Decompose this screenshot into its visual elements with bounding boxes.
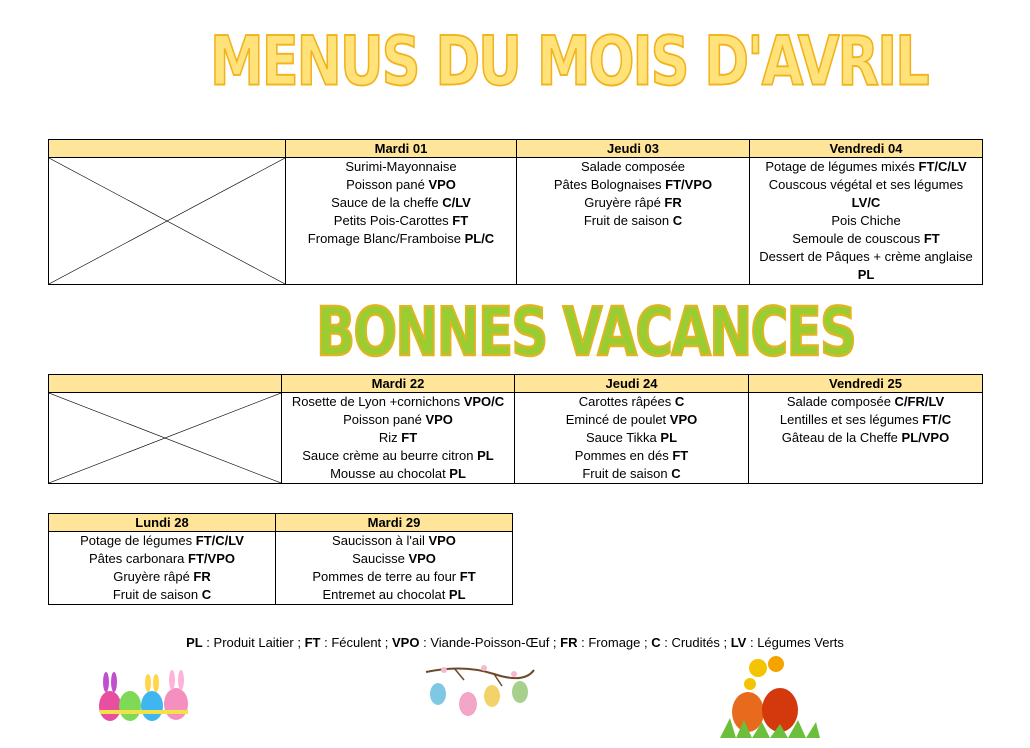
food-group-code: FT/C	[922, 412, 952, 427]
food-group-code: VPO	[428, 177, 456, 192]
menu-item	[286, 176, 516, 194]
food-group-code: FT	[401, 430, 418, 445]
menu-item	[515, 465, 748, 483]
menu-item	[749, 411, 982, 429]
food-group-code: FT	[923, 231, 940, 246]
legend-text: Légumes Verts	[757, 635, 844, 650]
easter-bunny-eggs-icon	[96, 668, 196, 726]
dish-name: Poisson pané	[343, 412, 426, 427]
dish-name: Riz	[378, 430, 402, 445]
menu-item	[517, 176, 749, 194]
day-menu-cell	[515, 393, 749, 484]
food-group-code: PL	[857, 267, 875, 282]
food-group-code: PL/VPO	[901, 430, 950, 445]
legend-separator: :	[660, 635, 672, 650]
day-header: Vendredi 25	[749, 375, 983, 393]
menu-item	[750, 194, 982, 212]
menu-item	[276, 532, 512, 550]
legend-text: Fromage ;	[588, 635, 652, 650]
easter-eggs-flowers-icon	[720, 654, 820, 738]
day-menu-cell	[282, 393, 515, 484]
menu-item	[49, 550, 275, 568]
dish-name: Fromage Blanc/Framboise	[307, 231, 465, 246]
menu-item	[286, 194, 516, 212]
dish-name: Sauce crème au beurre citron	[302, 448, 478, 463]
menu-item	[750, 158, 982, 176]
legend-separator: :	[577, 635, 589, 650]
legend-text: Féculent ;	[331, 635, 393, 650]
closed-day-cell	[49, 158, 286, 285]
food-group-code: LV/C	[851, 195, 881, 210]
menu-item	[282, 393, 514, 411]
dish-name: Potage de légumes mixés	[765, 159, 919, 174]
food-group-code: C	[201, 587, 212, 602]
menu-item	[515, 411, 748, 429]
food-group-code: C/FR/LV	[894, 394, 945, 409]
food-group-code: VPO	[408, 551, 436, 566]
legend-code: LV	[730, 635, 747, 650]
dish-name: Emincé de poulet	[565, 412, 670, 427]
dish-name: Fruit de saison	[582, 466, 672, 481]
legend-separator: :	[320, 635, 332, 650]
dish-name: Saucisse	[352, 551, 409, 566]
dish-name: Salade composée	[786, 394, 895, 409]
food-group-code: FT/C/LV	[195, 533, 244, 548]
dish-name: Pommes de terre au four	[312, 569, 460, 584]
menu-item	[282, 447, 514, 465]
day-menu-cell	[276, 532, 513, 605]
food-group-code: PL	[448, 587, 466, 602]
food-group-code: C	[671, 466, 681, 481]
day-header: Vendredi 04	[750, 140, 983, 158]
food-group-code: PL	[477, 448, 494, 463]
legend-text: Produit Laitier ;	[213, 635, 305, 650]
food-group-code: VPO	[428, 533, 456, 548]
legend-code: PL	[186, 635, 203, 650]
menu-item	[515, 393, 748, 411]
food-group-code: FT/VPO	[188, 551, 235, 566]
dish-name: Surimi-Mayonnaise	[345, 159, 457, 174]
dish-name: Gruyère râpé	[113, 569, 194, 584]
dish-name: Rosette de Lyon +cornichons	[291, 394, 464, 409]
menu-item	[282, 411, 514, 429]
legend-text: Crudités ;	[671, 635, 731, 650]
menu-item	[286, 212, 516, 230]
food-group-code: C/LV	[442, 195, 471, 210]
food-group-code: PL/C	[464, 231, 495, 246]
legend-code: FR	[560, 635, 578, 650]
dish-name: Dessert de Pâques + crème anglaise	[759, 249, 973, 264]
menu-table-week4	[48, 513, 513, 605]
menu-item	[282, 429, 514, 447]
page-title: MENUS DU MOIS D'AVRIL	[210, 22, 928, 101]
dish-name: Lentilles et ses légumes	[779, 412, 923, 427]
food-group-code: FR	[193, 569, 211, 584]
food-group-code: FT	[459, 569, 476, 584]
menu-item	[515, 429, 748, 447]
food-group-code: PL	[660, 430, 678, 445]
dish-name: Pommes en dés	[574, 448, 673, 463]
menu-item	[750, 230, 982, 248]
day-header: Mardi 29	[276, 514, 513, 532]
menu-item	[276, 550, 512, 568]
dish-name: Poisson pané	[346, 177, 429, 192]
dish-name: Fruit de saison	[112, 587, 202, 602]
day-header: Mardi 22	[282, 375, 515, 393]
day-header: Mardi 01	[286, 140, 517, 158]
egg-branch-icon	[424, 662, 536, 722]
legend-separator: :	[419, 635, 431, 650]
legend	[0, 635, 1030, 650]
menu-item	[750, 266, 982, 284]
menu-item	[49, 568, 275, 586]
menu-item	[515, 447, 748, 465]
menu-item	[749, 393, 982, 411]
menu-table-week3	[48, 374, 983, 484]
dish-name: Semoule de couscous	[792, 231, 924, 246]
menu-item	[517, 194, 749, 212]
food-group-code: FR	[664, 195, 682, 210]
menu-item	[750, 248, 982, 266]
day-menu-cell	[517, 158, 750, 285]
day-header: Jeudi 03	[517, 140, 750, 158]
cross-out-icon	[49, 393, 281, 483]
dish-name: Couscous végétal et ses légumes	[768, 177, 964, 192]
menu-table-week1	[48, 139, 983, 285]
day-menu-cell	[749, 393, 983, 484]
menu-item	[282, 465, 514, 483]
food-group-code: FT/C/LV	[918, 159, 967, 174]
food-group-code: PL	[449, 466, 466, 481]
menu-item	[749, 429, 982, 447]
menu-item	[276, 568, 512, 586]
food-group-code: C	[674, 394, 685, 409]
dish-name: Entremet au chocolat	[322, 587, 449, 602]
dish-name: Fruit de saison	[583, 213, 673, 228]
dish-name: Sauce Tikka	[585, 430, 661, 445]
dish-name: Salade composée	[580, 159, 686, 174]
menu-item	[517, 158, 749, 176]
vacation-banner: BONNES VACANCES	[316, 294, 856, 372]
dish-name: Saucisson à l'ail	[332, 533, 429, 548]
legend-text: Viande-Poisson-Œuf ;	[430, 635, 561, 650]
menu-item	[750, 212, 982, 230]
day-menu-cell	[49, 532, 276, 605]
dish-name: Mousse au chocolat	[330, 466, 450, 481]
dish-name: Pâtes carbonara	[89, 551, 189, 566]
day-header: Jeudi 24	[515, 375, 749, 393]
menu-item	[750, 176, 982, 194]
empty-header	[49, 375, 282, 393]
food-group-code: VPO/C	[463, 394, 505, 409]
dish-name: Petits Pois-Carottes	[333, 213, 453, 228]
day-menu-cell	[286, 158, 517, 285]
food-group-code: C	[672, 213, 683, 228]
food-group-code: FT	[452, 213, 469, 228]
dish-name: Pâtes Bolognaises	[553, 177, 666, 192]
legend-code: VPO	[392, 635, 420, 650]
dish-name: Gruyère râpé	[584, 195, 665, 210]
food-group-code: VPO	[669, 412, 698, 427]
dish-name: Pois Chiche	[831, 213, 901, 228]
empty-header	[49, 140, 286, 158]
menu-item	[286, 158, 516, 176]
food-group-code: VPO	[425, 412, 453, 427]
legend-separator: :	[202, 635, 214, 650]
food-group-code: FT/VPO	[665, 177, 713, 192]
dish-name: Gâteau de la Cheffe	[781, 430, 902, 445]
menu-item	[286, 230, 516, 248]
legend-code: C	[651, 635, 661, 650]
legend-separator: :	[746, 635, 758, 650]
cross-out-icon	[49, 158, 285, 284]
food-group-code: FT	[672, 448, 689, 463]
day-menu-cell	[750, 158, 983, 285]
dish-name: Potage de légumes	[80, 533, 196, 548]
menu-item	[276, 586, 512, 604]
day-header: Lundi 28	[49, 514, 276, 532]
dish-name: Carottes râpées	[578, 394, 675, 409]
menu-item	[517, 212, 749, 230]
menu-item	[49, 532, 275, 550]
dish-name: Sauce de la cheffe	[331, 195, 443, 210]
menu-item	[49, 586, 275, 604]
legend-code: FT	[304, 635, 321, 650]
closed-day-cell	[49, 393, 282, 484]
